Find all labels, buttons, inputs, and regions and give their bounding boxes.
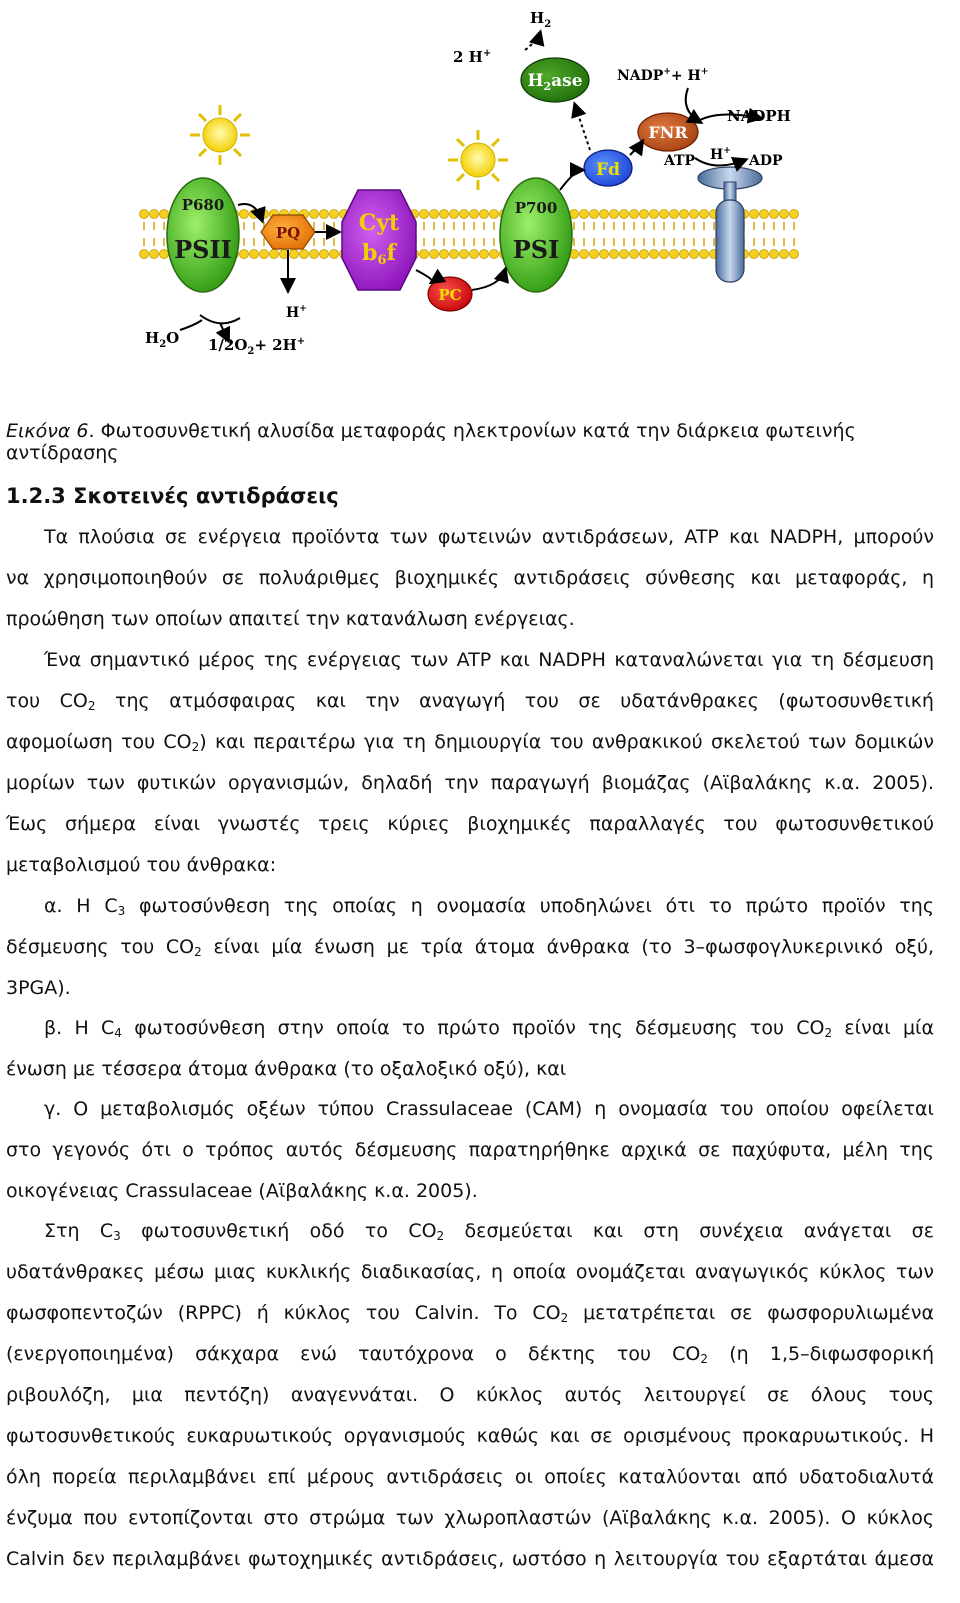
pa-line: α. Η $C_3$ φωτοσύνθεση της οποίας η ονομασία υποδηλώνει ότι το πρώτο προϊόν της	[44, 895, 935, 918]
lipid-head	[780, 250, 789, 259]
lipid-head	[670, 210, 679, 219]
lipid-head	[650, 210, 659, 219]
lipid-head	[790, 250, 799, 259]
lipid-head	[240, 210, 249, 219]
lipid-head	[640, 250, 649, 259]
half-o2-label: $1/2O_2+ 2H^+$	[208, 336, 306, 357]
lipid-head	[770, 210, 779, 219]
lipid-head	[450, 210, 459, 219]
pa-line: δέσμευσης του $CO_2$ είναι μία ένωση με τρία άτομα άνθρακα (το 3–φωσφογλυκερινικό οξύ,	[6, 936, 934, 959]
figure-caption	[6, 420, 960, 464]
pg-line: γ. Ο μεταβολισμός οξέων τύπου Crassulaceae (CAM) η ονομασία του οποίου οφείλεται	[44, 1098, 934, 1120]
p1-line: προώθηση των οποίων απαιτεί την κατανάλωση ενέργειας.	[6, 608, 575, 630]
h2-label: $H_2$	[530, 9, 552, 30]
lipid-head	[680, 250, 689, 259]
lipid-head	[310, 250, 319, 259]
lipid-head	[610, 250, 619, 259]
lipid-head	[760, 250, 769, 259]
lipid-head	[250, 250, 259, 259]
lipid-head	[430, 210, 439, 219]
lipid-head	[700, 210, 709, 219]
p3-line: όλη πορεία περιλαμβάνει επί μέρους αντιδράσεις οι οποίες καταλύονται από υδατοδιαλυτά	[6, 1466, 934, 1488]
lipid-head	[260, 250, 269, 259]
lipid-head	[160, 250, 169, 259]
lipid-head	[140, 210, 149, 219]
p680-label: P680	[181, 196, 225, 214]
lipid-head	[600, 210, 609, 219]
h-plus-bottom-label: H+	[286, 304, 307, 321]
lipid-head	[590, 210, 599, 219]
p2-line: Έως σήμερα είναι γνωστές τρεις κύριες βιοχημικές παραλλαγές του φωτοσυνθετικού	[6, 813, 934, 835]
pg-line: στο γεγονός ότι ο τρόπος αυτός δέσμευσης παρατηρήθηκε αρχικά σε παχύφυτα, μέλη της	[6, 1139, 934, 1161]
lipid-head	[430, 250, 439, 259]
sun-icon-left	[190, 105, 250, 165]
lipid-head	[600, 250, 609, 259]
lipid-head	[690, 210, 699, 219]
lipid-head	[320, 210, 329, 219]
p2-line: Ένα σημαντικό μέρος της ενέργειας των ATP και NADPH καταναλώνεται για τη δέσμευση	[44, 649, 934, 671]
pc-label: PC	[438, 286, 462, 304]
lipid-head	[700, 250, 709, 259]
lipid-head	[620, 210, 629, 219]
pb-line: β. Η $C_4$ φωτοσύνθεση στην οποία το πρώτο προϊόν της δέσμευσης του $CO_2$ είναι μία	[44, 1017, 934, 1040]
caption-label: Εικόνα 6	[6, 420, 89, 442]
lipid-head	[630, 250, 639, 259]
lipid-head	[790, 210, 799, 219]
lipid-head	[620, 250, 629, 259]
lipid-head	[470, 210, 479, 219]
pb-line: ένωση με τέσσερα άτομα άνθρακα (το οξαλοξικό οξύ), και	[6, 1058, 567, 1080]
lipid-head	[460, 250, 469, 259]
two-h-plus-label: 2 H+	[453, 48, 492, 66]
cyt-b6f-complex	[342, 190, 416, 290]
lipid-head	[320, 250, 329, 259]
lipid-head	[480, 210, 489, 219]
p3-line: Στη $C_3$ φωτοσυνθετική οδό το $CO_2$ δεσμεύεται και στη συνέχεια ανάγεται σε	[44, 1220, 934, 1243]
lipid-head	[310, 210, 319, 219]
paragraph-3	[6, 1211, 934, 1580]
p3-line: ένζυμα που εντοπίζονται στο στρώμα των χλωροπλαστών (Αϊβαλάκης κ.α. 2005). Ο κύκλος	[6, 1507, 934, 1529]
lipid-head	[490, 210, 499, 219]
lipid-head	[270, 250, 279, 259]
lipid-head	[440, 250, 449, 259]
paragraph-2	[6, 640, 934, 886]
lipid-head	[750, 250, 759, 259]
lipid-head	[240, 250, 249, 259]
lipid-head	[450, 250, 459, 259]
lipid-head	[300, 250, 309, 259]
lipid-head	[140, 250, 149, 259]
nadph-label: NADPH	[727, 107, 791, 125]
lipid-head	[160, 210, 169, 219]
psi-label: PSI	[512, 235, 560, 264]
sun-icon-right	[448, 130, 508, 190]
p1-line: να χρησιμοποιηθούν σε πολυάριθμες βιοχημικές αντιδράσεις σύνθεσης και μεταφοράς, η	[6, 567, 934, 589]
list-item-c	[6, 1089, 934, 1212]
lipid-head	[150, 210, 159, 219]
pq-label: PQ	[275, 224, 301, 242]
p3-line: υδατάνθρακες μέσω μιας κυκλικής διαδικασίας, η οποία ονομάζεται αναγωγικός κύκλος των	[6, 1261, 934, 1283]
pa-line: 3PGA).	[6, 977, 71, 999]
p2-line: μορίων των φυτικών οργανισμών, δηλαδή την παραγωγή βιομάζας (Αϊβαλάκης κ.α. 2005).	[6, 772, 934, 794]
lipid-head	[610, 210, 619, 219]
atp-label: ATP	[664, 153, 696, 169]
lipid-head	[750, 210, 759, 219]
adp-label: ADP	[749, 153, 783, 169]
lipid-head	[420, 250, 429, 259]
p3-line: φωσφοπεντοζών (RPPC) ή κύκλος του Calvin. Το $CO_2$ μετατρέπεται σε φωσφορυλιωμένα	[6, 1302, 934, 1325]
p3-line: φωτοσυνθετικούς ευκαρυωτικούς οργανισμούς καθώς και σε ορισμένους προκαρυωτικούς. Η	[6, 1425, 934, 1447]
p2-line: μεταβολισμού του άνθρακα:	[6, 854, 277, 876]
p700-label: P700	[514, 199, 558, 217]
section-heading: 1.2.3 Σκοτεινές αντιδράσεις	[6, 484, 339, 508]
caption-text: . Φωτοσυνθετική αλυσίδα μεταφοράς ηλεκτρονίων κατά την διάρκεια φωτεινής αντίδρασης	[6, 420, 856, 464]
lipid-head	[290, 250, 299, 259]
lipid-head	[490, 250, 499, 259]
lipid-head	[670, 250, 679, 259]
cyt-label: Cyt	[358, 210, 400, 236]
lipid-head	[660, 210, 669, 219]
lipid-head	[420, 210, 429, 219]
lipid-head	[480, 250, 489, 259]
lipid-head	[760, 210, 769, 219]
nadp-plus-label: NADP++ H+	[617, 67, 709, 84]
lipid-head	[330, 210, 339, 219]
h2o-label: $H_2O$	[145, 329, 180, 350]
lipid-head	[580, 250, 589, 259]
p2-line: αφομοίωση του $CO_2$) και περαιτέρω για τη δημιουργία του ανθρακικού σκελετού των δομικών	[6, 731, 935, 754]
lipid-head	[460, 210, 469, 219]
lipid-head	[680, 210, 689, 219]
b6f-label: b6f	[362, 240, 396, 268]
lipid-head	[650, 250, 659, 259]
lipid-head	[150, 250, 159, 259]
psii-label: PSII	[174, 235, 232, 264]
lipid-head	[440, 210, 449, 219]
electron-transport-chain-figure	[120, 0, 820, 370]
lipid-head	[630, 210, 639, 219]
lipid-head	[470, 250, 479, 259]
lipid-head	[590, 250, 599, 259]
fnr-label: FNR	[648, 123, 688, 142]
lipid-head	[330, 250, 339, 259]
p3-line: (ενεργοποιημένα) σάκχαρα ενώ ταυτόχρονα ο δέκτης του $CO_2$ (η 1,5–διφωσφορική	[6, 1343, 934, 1366]
list-item-a	[6, 886, 934, 1009]
p3-line: Calvin δεν περιλαμβάνει φωτοχημικές αντιδράσεις, ωστόσο η λειτουργία του εξαρτάται άμεσα	[6, 1548, 934, 1570]
fd-label: Fd	[596, 160, 620, 180]
paragraph-1	[6, 517, 934, 640]
list-item-b	[6, 1008, 934, 1090]
h2ase-label: $H_2ase$	[527, 71, 583, 93]
lipid-head	[580, 210, 589, 219]
h-plus-top-label: H+	[710, 146, 731, 163]
lipid-head	[660, 250, 669, 259]
p2-line: του $CO_2$ της ατμόσφαιρας και την αναγωγή του σε υδατάνθρακες (φωτοσυνθετική	[6, 690, 934, 713]
p1-line: Τα πλούσια σε ενέργεια προϊόντα των φωτεινών αντιδράσεων, ATP και NADPH, μπορούν	[44, 526, 934, 548]
lipid-head	[770, 250, 779, 259]
pg-line: οικογένειας Crassulaceae (Αϊβαλάκης κ.α. 2005).	[6, 1180, 478, 1202]
lipid-head	[690, 250, 699, 259]
lipid-head	[640, 210, 649, 219]
p3-line: ριβουλόζη, μια πεντόζη) αναγεννάται. Ο κύκλος αυτός λειτουργεί σε όλους τους	[6, 1384, 934, 1406]
lipid-head	[780, 210, 789, 219]
